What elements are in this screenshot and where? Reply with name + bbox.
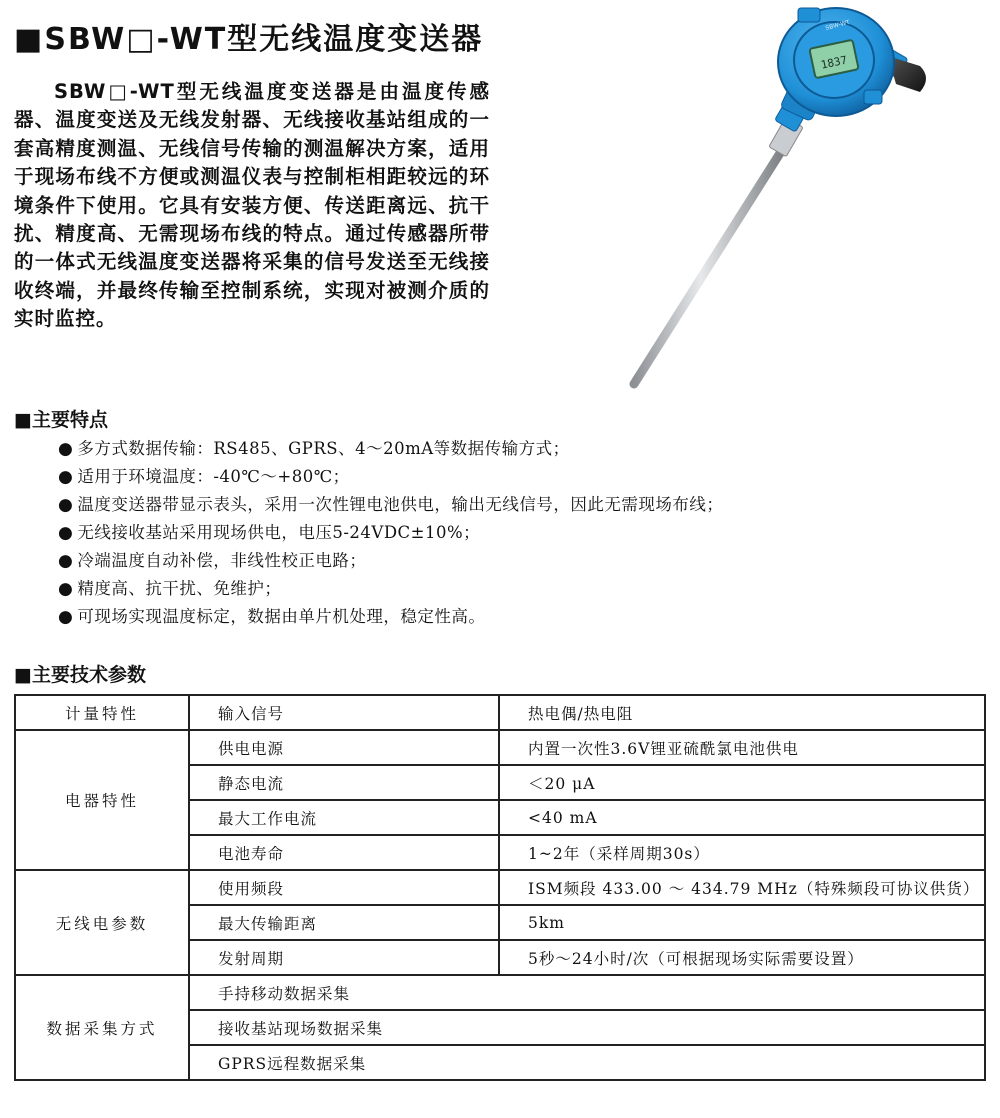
table-row [15,695,985,730]
bullet-icon: ● [58,467,74,487]
param-cell: 静态电流 [189,765,499,800]
value-cell: 5km [499,905,985,940]
category-cell: 计量特性 [15,695,189,730]
value-cell: ＜20 μA [499,765,985,800]
param-cell: 输入信号 [189,695,499,730]
value-cell: ISM频段 433.00 ～ 434.79 MHz（特殊频段可协议供货） [499,870,985,905]
list-item: ● 适用于环境温度：-40℃～+80℃； [58,467,350,487]
method-cell: 手持移动数据采集 [189,975,985,1010]
method-cell: GPRS远程数据采集 [189,1045,985,1080]
table-row [15,975,985,1010]
list-item: ● 无线接收基站采用现场供电，电压5-24VDC±10%； [58,523,481,543]
intro-paragraph: SBW□-WT型无线温度变送器是由温度传感器、温度变送及无线发射器、无线接收基站组成的一套高精度测温、无线信号传输的测温解决方案，适用于现场布线不方便或测温仪表与控制柜相距较远的环境条件下使用。它具有安装方便、传送距离远、抗干扰、精度高、无需现场布线的特点。通过传感器所带的一体式无线温度变送器将采集的信号发送至无线接收终端，并最终传输至控制系统，实现对被测介质的实时监控。 [14,80,490,331]
value-cell: 内置一次性3.6V锂亚硫酰氯电池供电 [499,730,985,765]
transmitter-illustration [620,0,930,395]
param-cell: 发射周期 [189,940,499,975]
value-cell: 5秒～24小时/次（可根据现场实际需要设置） [499,940,985,975]
value-cell: 1~2年（采样周期30s） [499,835,985,870]
list-item: ● 多方式数据传输：RS485、GPRS、4～20mA等数据传输方式； [58,439,570,459]
list-item: ● 温度变送器带显示表头，采用一次性锂电池供电，输出无线信号，因此无需现场布线； [58,495,724,515]
category-cell: 数据采集方式 [15,975,189,1080]
value-cell: 热电偶/热电阻 [499,695,985,730]
bullet-icon: ● [58,579,74,599]
param-cell: 最大传输距离 [189,905,499,940]
table-row [15,870,985,905]
param-cell: 供电电源 [189,730,499,765]
list-item: ● 精度高、抗干扰、免维护； [58,579,282,599]
list-item: ● 冷端温度自动补偿，非线性校正电路； [58,551,367,571]
bullet-icon: ● [58,439,74,459]
list-item: ● 可现场实现温度标定，数据由单片机处理，稳定性高。 [58,607,486,627]
table-row [15,730,985,765]
bullet-icon: ● [58,495,74,515]
param-cell: 使用频段 [189,870,499,905]
probe-rod [634,150,782,384]
category-cell: 电器特性 [15,730,189,870]
specs-heading: ■主要技术参数 [14,664,146,686]
category-cell: 无线电参数 [15,870,189,975]
bullet-icon: ● [58,607,74,627]
param-cell: 最大工作电流 [189,800,499,835]
method-cell: 接收基站现场数据采集 [189,1010,985,1045]
spec-table [14,694,986,1081]
svg-text:SBW-WT: SBW-WT [824,19,851,32]
features-list [58,435,723,631]
bullet-icon: ● [58,551,74,571]
page-title: ■SBW□-WT型无线温度变送器 [14,22,484,57]
features-heading: ■主要特点 [14,409,108,431]
value-cell: <40 mA [499,800,985,835]
lcd-reading: 1837 [819,53,849,72]
bullet-icon: ● [58,523,74,543]
param-cell: 电池寿命 [189,835,499,870]
